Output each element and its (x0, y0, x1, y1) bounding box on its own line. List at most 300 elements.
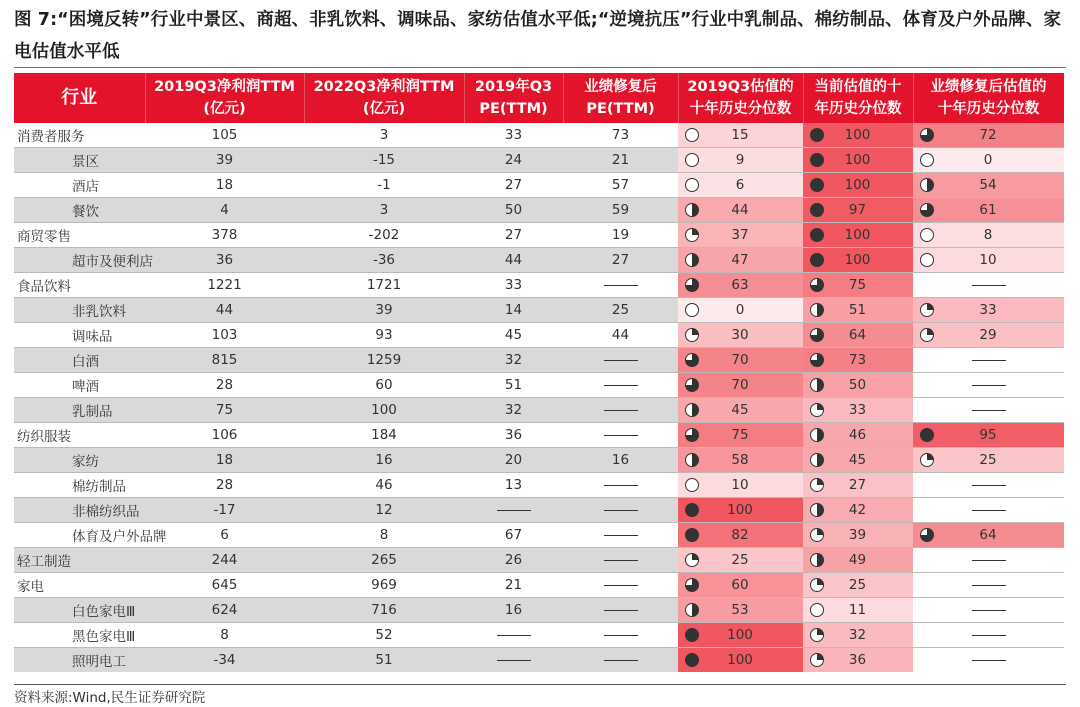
percentile-value: 100 (844, 227, 871, 243)
profit-cell: 28 (145, 473, 304, 498)
pe-2019-cell: 51 (464, 373, 563, 398)
pe-2019-cell: 44 (464, 248, 563, 273)
quartile-pie-icon (810, 228, 824, 242)
percentile-cell (913, 498, 1064, 523)
quartile-pie-icon (810, 553, 824, 567)
profit-cell: 39 (145, 148, 304, 173)
percentile-value: 9 (735, 152, 745, 168)
percentile-cell (678, 648, 803, 673)
quartile-pie-icon (810, 303, 824, 317)
industry-cell: 调味品 (14, 323, 145, 348)
percentile-cell (913, 223, 1064, 248)
industry-cell: 黑色家电Ⅲ (14, 623, 145, 648)
pe-recovered-cell (563, 623, 678, 648)
percentile-cell (913, 473, 1064, 498)
profit-cell: 103 (145, 323, 304, 348)
percentile-cell (913, 323, 1064, 348)
quartile-pie-icon (810, 203, 824, 217)
pe-recovered-cell (563, 348, 678, 373)
percentile-value: 29 (979, 327, 997, 343)
profit-cell: 16 (304, 448, 464, 473)
quartile-pie-icon (810, 278, 824, 292)
pe-2019-cell: 33 (504, 127, 523, 143)
industry-cell: 餐饮 (14, 198, 145, 223)
pe-recovered-cell: 59 (563, 198, 678, 223)
quartile-pie-icon (685, 478, 699, 492)
header-pct-current: 当前估值的十 年历史分位数 (803, 73, 913, 123)
table-row (14, 498, 1064, 523)
percentile-cell (913, 248, 1064, 273)
percentile-cell (678, 398, 803, 423)
table-body (14, 123, 1064, 672)
bottom-divider (14, 684, 1066, 685)
percentile-cell (913, 148, 1064, 173)
quartile-pie-icon (685, 253, 699, 267)
percentile-cell (913, 398, 1064, 423)
header-pct-2019: 2019Q3估值的 十年历史分位数 (678, 73, 803, 123)
pe-2019-cell: 27 (464, 173, 563, 198)
percentile-value: 53 (731, 602, 749, 618)
pe-recovered-cell: 16 (563, 448, 678, 473)
quartile-pie-icon (685, 628, 699, 642)
quartile-pie-icon (685, 128, 699, 142)
profit-cell: 4 (145, 198, 304, 223)
pe-2019-cell: 13 (464, 473, 563, 498)
profit-cell: 3 (304, 198, 464, 223)
industry-cell: 非棉纺织品 (14, 498, 145, 523)
quartile-pie-icon (920, 203, 934, 217)
percentile-cell (803, 123, 913, 148)
percentile-cell (803, 573, 913, 598)
quartile-pie-icon (685, 278, 699, 292)
pe-recovered-cell (563, 548, 678, 573)
pe-recovered-cell (563, 373, 678, 398)
percentile-value: 45 (848, 452, 867, 468)
pe-2019-cell: 36 (464, 423, 563, 448)
percentile-cell (803, 148, 913, 173)
quartile-pie-icon (920, 453, 934, 467)
pe-2019-cell: 20 (464, 448, 563, 473)
percentile-value: 45 (731, 402, 749, 418)
quartile-pie-icon (810, 503, 824, 517)
table-row (14, 323, 1064, 348)
table-row (14, 348, 1064, 373)
quartile-pie-icon (920, 178, 934, 192)
profit-cell: 75 (145, 398, 304, 423)
header-pe-recovered: 业绩修复后 PE(TTM) (563, 73, 678, 123)
percentile-value: 100 (844, 152, 871, 168)
percentile-cell (803, 173, 913, 198)
quartile-pie-icon (685, 603, 699, 617)
percentile-cell (803, 548, 913, 573)
quartile-pie-icon (685, 203, 699, 217)
percentile-cell (678, 323, 803, 348)
percentile-value: 30 (731, 327, 749, 343)
percentile-value: 60 (731, 577, 749, 593)
table-row (14, 623, 1064, 648)
pe-recovered-cell: 57 (563, 173, 678, 198)
profit-cell: 969 (304, 573, 464, 598)
percentile-value: 50 (848, 377, 867, 393)
pe-recovered-cell: 19 (563, 223, 678, 248)
industry-cell: 体育及户外品牌 (14, 523, 145, 548)
percentile-value: 63 (731, 277, 749, 293)
percentile-cell (913, 523, 1064, 548)
quartile-pie-icon (920, 303, 934, 317)
quartile-pie-icon (810, 153, 824, 167)
profit-cell: -34 (145, 648, 304, 673)
profit-cell: 378 (145, 223, 304, 248)
table-row (14, 298, 1064, 323)
percentile-value: 46 (848, 427, 867, 443)
table-row (14, 373, 1064, 398)
percentile-value: 75 (731, 427, 749, 443)
top-divider (14, 67, 1066, 68)
percentile-value: 25 (979, 452, 997, 468)
percentile-cell (803, 448, 913, 473)
profit-cell: 106 (145, 423, 304, 448)
percentile-cell (803, 248, 913, 273)
quartile-pie-icon (685, 578, 699, 592)
pe-recovered-cell (563, 273, 678, 298)
table-row (14, 548, 1064, 573)
profit-cell: 184 (304, 423, 464, 448)
percentile-value: 8 (983, 227, 993, 243)
percentile-cell (913, 448, 1064, 473)
profit-cell: 1259 (304, 348, 464, 373)
table-row (14, 398, 1064, 423)
percentile-cell (678, 223, 803, 248)
percentile-value: 37 (731, 227, 749, 243)
percentile-cell (803, 373, 913, 398)
percentile-cell (913, 173, 1064, 198)
pe-2019-cell: 14 (464, 298, 563, 323)
percentile-cell (678, 423, 803, 448)
profit-cell: 105 (211, 127, 238, 143)
quartile-pie-icon (685, 178, 699, 192)
pe-2019-cell: 32 (464, 398, 563, 423)
industry-cell: 家电 (14, 573, 145, 598)
percentile-cell (678, 273, 803, 298)
profit-cell: 624 (145, 598, 304, 623)
percentile-value: 6 (735, 177, 745, 193)
quartile-pie-icon (685, 653, 699, 667)
percentile-cell (803, 198, 913, 223)
percentile-cell (803, 323, 913, 348)
pe-2019-cell: 24 (464, 148, 563, 173)
quartile-pie-icon (685, 403, 699, 417)
percentile-value: 25 (848, 577, 867, 593)
percentile-cell (913, 123, 1064, 148)
pe-2019-cell: 32 (464, 348, 563, 373)
percentile-value: 82 (731, 527, 749, 543)
pe-2019-cell (464, 623, 563, 648)
pe-2019-cell: 50 (464, 198, 563, 223)
percentile-value: 100 (727, 502, 753, 518)
percentile-value: 36 (848, 652, 867, 668)
percentile-value: 64 (979, 527, 997, 543)
percentile-value: 25 (731, 552, 749, 568)
industry-cell: 棉纺制品 (14, 473, 145, 498)
percentile-cell (678, 448, 803, 473)
pe-recovered-cell (563, 473, 678, 498)
profit-cell: 18 (145, 448, 304, 473)
percentile-cell (678, 523, 803, 548)
percentile-cell (803, 273, 913, 298)
percentile-cell (913, 423, 1064, 448)
header-profit-2022: 2022Q3净利润TTM (亿元) (304, 73, 464, 123)
table-row (14, 123, 1064, 148)
pe-2019-cell: 27 (464, 223, 563, 248)
valuation-table (14, 73, 1065, 672)
industry-cell: 白色家电Ⅲ (14, 598, 145, 623)
quartile-pie-icon (810, 453, 824, 467)
percentile-value: 27 (848, 477, 867, 493)
percentile-cell (913, 373, 1064, 398)
quartile-pie-icon (920, 528, 934, 542)
profit-cell: 815 (145, 348, 304, 373)
pe-recovered-cell (563, 498, 678, 523)
percentile-cell (913, 273, 1064, 298)
industry-cell: 乳制品 (14, 398, 145, 423)
profit-cell: 716 (304, 598, 464, 623)
table-row (14, 523, 1064, 548)
percentile-value: 10 (979, 252, 997, 268)
percentile-cell (913, 598, 1064, 623)
percentile-cell (913, 623, 1064, 648)
industry-cell: 超市及便利店 (14, 248, 145, 273)
percentile-value: 100 (844, 127, 871, 143)
table-row (14, 473, 1064, 498)
pe-recovered-cell (563, 648, 678, 673)
percentile-cell (803, 398, 913, 423)
percentile-value: 51 (848, 302, 867, 318)
percentile-value: 44 (731, 202, 749, 218)
profit-cell: 8 (304, 523, 464, 548)
header-pe-2019: 2019年Q3 PE(TTM) (464, 73, 563, 123)
quartile-pie-icon (810, 253, 824, 267)
header-row (14, 73, 1064, 123)
profit-cell: 100 (304, 398, 464, 423)
percentile-value: 10 (731, 477, 749, 493)
quartile-pie-icon (810, 578, 824, 592)
table-row (14, 598, 1064, 623)
quartile-pie-icon (810, 353, 824, 367)
percentile-value: 58 (731, 452, 749, 468)
percentile-cell (678, 473, 803, 498)
industry-cell: 家纺 (14, 448, 145, 473)
figure-title: 图 7:“困境反转”行业中景区、商超、非乳饮料、调味品、家纺估值水平低;“逆境抗压”行业中乳制品、棉纺制品、体育及户外品牌、家电估值水平低 (14, 10, 1062, 62)
table-row (14, 248, 1064, 273)
header-industry: 行业 (14, 73, 145, 123)
percentile-cell (803, 598, 913, 623)
profit-cell: -17 (145, 498, 304, 523)
percentile-value: 33 (848, 402, 867, 418)
profit-cell: 60 (304, 373, 464, 398)
industry-cell: 景区 (14, 148, 145, 173)
table-row (14, 173, 1064, 198)
quartile-pie-icon (685, 503, 699, 517)
quartile-pie-icon (920, 328, 934, 342)
percentile-value: 100 (844, 252, 871, 268)
percentile-cell (678, 248, 803, 273)
profit-cell: 265 (304, 548, 464, 573)
pe-2019-cell: 21 (464, 573, 563, 598)
percentile-cell (678, 548, 803, 573)
percentile-value: 97 (848, 202, 867, 218)
quartile-pie-icon (685, 153, 699, 167)
percentile-value: 49 (848, 552, 867, 568)
percentile-value: 54 (979, 177, 997, 193)
percentile-value: 15 (731, 127, 749, 143)
pe-2019-cell: 45 (464, 323, 563, 348)
percentile-value: 100 (844, 177, 871, 193)
header-profit-2019: 2019Q3净利润TTM (亿元) (145, 73, 304, 123)
profit-cell: 51 (304, 648, 464, 673)
header-pct-recovered: 业绩修复后估值的 十年历史分位数 (913, 73, 1064, 123)
industry-cell: 照明电工 (14, 648, 145, 673)
percentile-cell (913, 648, 1064, 673)
pe-recovered-cell (563, 398, 678, 423)
quartile-pie-icon (920, 128, 934, 142)
pe-2019-cell (464, 498, 563, 523)
profit-cell: 6 (145, 523, 304, 548)
quartile-pie-icon (810, 128, 824, 142)
percentile-value: 72 (979, 127, 997, 143)
profit-cell: -1 (304, 173, 464, 198)
industry-cell: 酒店 (14, 173, 145, 198)
pe-recovered-cell (563, 573, 678, 598)
percentile-value: 39 (848, 527, 867, 543)
quartile-pie-icon (685, 303, 699, 317)
pe-2019-cell: 16 (464, 598, 563, 623)
percentile-cell (913, 198, 1064, 223)
quartile-pie-icon (685, 553, 699, 567)
percentile-value: 61 (979, 202, 997, 218)
percentile-cell (678, 123, 803, 148)
profit-cell: 93 (304, 323, 464, 348)
pe-recovered-cell: 44 (563, 323, 678, 348)
pe-2019-cell: 26 (464, 548, 563, 573)
quartile-pie-icon (920, 153, 934, 167)
table-row (14, 573, 1064, 598)
percentile-cell (913, 573, 1064, 598)
percentile-value: 11 (848, 602, 867, 618)
percentile-value: 73 (848, 352, 867, 368)
percentile-cell (678, 623, 803, 648)
profit-cell: 1221 (145, 273, 304, 298)
pe-recovered-cell (563, 423, 678, 448)
quartile-pie-icon (810, 403, 824, 417)
percentile-value: 70 (731, 352, 749, 368)
quartile-pie-icon (920, 253, 934, 267)
percentile-cell (803, 473, 913, 498)
percentile-value: 75 (848, 277, 867, 293)
pe-recovered-cell: 21 (563, 148, 678, 173)
industry-cell: 纺织服装 (14, 423, 145, 448)
pe-2019-cell: 33 (464, 273, 563, 298)
profit-cell: 39 (304, 298, 464, 323)
percentile-cell (803, 623, 913, 648)
profit-cell: -202 (304, 223, 464, 248)
profit-cell: 12 (304, 498, 464, 523)
table-row (14, 423, 1064, 448)
table-row (14, 148, 1064, 173)
profit-cell: 645 (145, 573, 304, 598)
pe-recovered-cell (563, 523, 678, 548)
percentile-cell (803, 223, 913, 248)
table-row (14, 198, 1064, 223)
percentile-cell (913, 348, 1064, 373)
quartile-pie-icon (685, 353, 699, 367)
profit-cell: 52 (304, 623, 464, 648)
percentile-cell (678, 373, 803, 398)
percentile-value: 47 (731, 252, 749, 268)
percentile-value: 33 (979, 302, 997, 318)
industry-cell: 白酒 (14, 348, 145, 373)
industry-cell: 消费者服务 (17, 129, 85, 145)
profit-cell: 28 (145, 373, 304, 398)
quartile-pie-icon (685, 378, 699, 392)
percentile-cell (678, 348, 803, 373)
percentile-cell (803, 648, 913, 673)
pe-recovered-cell: 73 (611, 127, 630, 143)
percentile-cell (678, 148, 803, 173)
table-row (14, 223, 1064, 248)
table-row (14, 648, 1064, 673)
quartile-pie-icon (810, 178, 824, 192)
pe-2019-cell: 67 (464, 523, 563, 548)
percentile-cell (678, 498, 803, 523)
percentile-value: 32 (848, 627, 867, 643)
quartile-pie-icon (685, 228, 699, 242)
industry-cell: 食品饮料 (14, 273, 145, 298)
profit-cell: 44 (145, 298, 304, 323)
quartile-pie-icon (810, 428, 824, 442)
quartile-pie-icon (685, 428, 699, 442)
quartile-pie-icon (685, 528, 699, 542)
percentile-value: 100 (727, 652, 753, 668)
pe-recovered-cell: 25 (563, 298, 678, 323)
pe-recovered-cell: 27 (563, 248, 678, 273)
profit-cell: -15 (304, 148, 464, 173)
profit-cell: 3 (379, 127, 389, 143)
quartile-pie-icon (810, 478, 824, 492)
quartile-pie-icon (810, 653, 824, 667)
percentile-value: 0 (735, 302, 745, 318)
percentile-cell (803, 348, 913, 373)
quartile-pie-icon (810, 628, 824, 642)
quartile-pie-icon (920, 428, 934, 442)
profit-cell: 8 (145, 623, 304, 648)
percentile-cell (803, 498, 913, 523)
profit-cell: 244 (145, 548, 304, 573)
pe-2019-cell (464, 648, 563, 673)
percentile-cell (678, 173, 803, 198)
quartile-pie-icon (810, 528, 824, 542)
percentile-cell (678, 573, 803, 598)
quartile-pie-icon (685, 453, 699, 467)
quartile-pie-icon (810, 378, 824, 392)
table-row (14, 448, 1064, 473)
source-note: 资料来源:Wind,民生证券研究院 (14, 690, 206, 706)
profit-cell: 18 (145, 173, 304, 198)
industry-cell: 商贸零售 (14, 223, 145, 248)
percentile-value: 70 (731, 377, 749, 393)
industry-cell: 非乳饮料 (14, 298, 145, 323)
percentile-value: 0 (983, 152, 993, 168)
percentile-cell (678, 198, 803, 223)
